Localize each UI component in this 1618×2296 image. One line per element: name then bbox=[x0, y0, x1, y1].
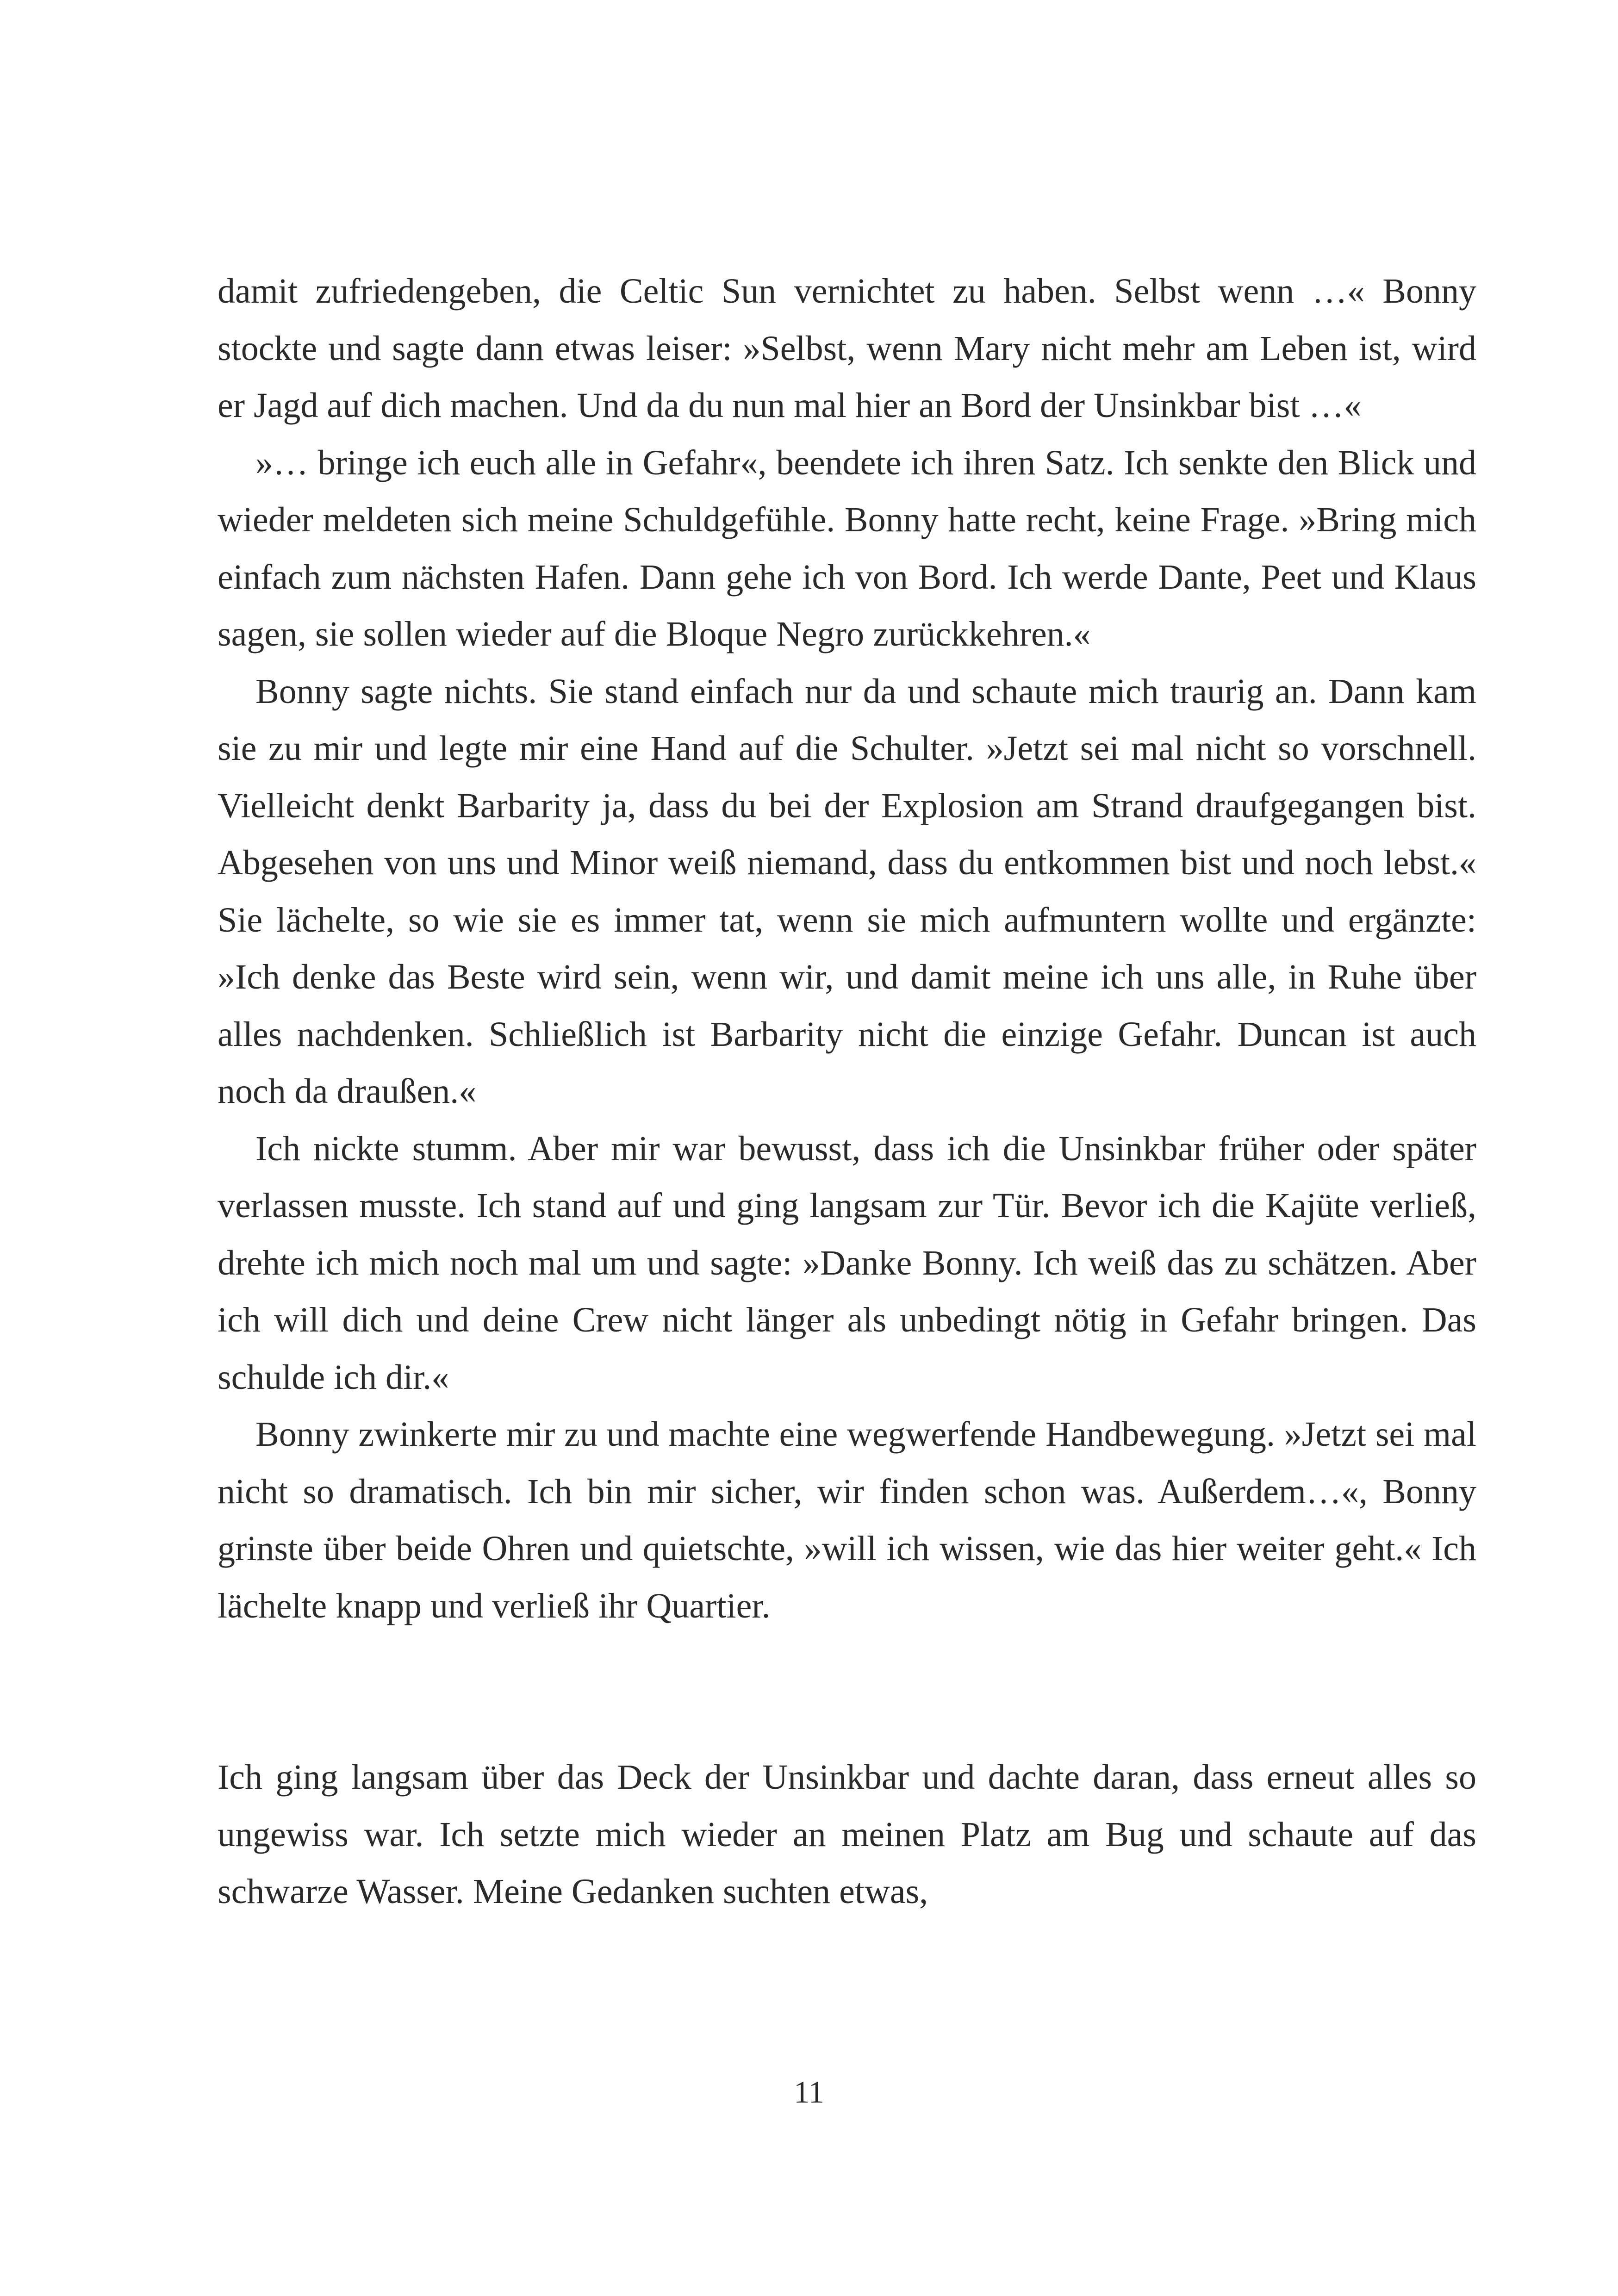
paragraph-section-start: Ich ging langsam über das Deck der Unsinkbar und dachte daran, dass erneut alles so ungewiss war. Ich setzte mich wieder an meinen Platz am Bug und schaute auf das schwarze Wasser. Meine Gedanken suchten etwas, bbox=[218, 1758, 1476, 1911]
paragraph: Bonny sagte nichts. Sie stand einfach nur da und schaute mich traurig an. Dann kam sie zu mir und legte mir eine Hand auf die Schulter. »Jetzt sei mal nicht so vorschnell. Vielleicht denkt Barbarity ja, dass du bei der Explosion am Strand draufgegangen bist. Abgesehen von uns und Minor weiß niemand, dass du entkommen bist und noch lebst.« Sie lächelte, so wie sie es immer tat, wenn sie mich aufmuntern wollte und ergänzte: »Ich denke das Beste wird sein, wenn wir, und damit meine ich uns alle, in Ruhe über alles nachdenken. Schließlich ist Barbarity nicht die einzige Gefahr. Duncan ist auch noch da draußen.« bbox=[218, 672, 1476, 1111]
paragraph: Bonny zwinkerte mir zu und machte eine wegwerfende Handbewegung. »Jetzt sei mal nicht so dramatisch. Ich bin mir sicher, wir finden schon was. Außerdem…«, Bonny grinste über beide Ohren und quietschte, »will ich wissen, wie das hier weiter geht.« Ich lächelte knapp und verließ ihr Quartier. bbox=[218, 1415, 1476, 1625]
paragraph: Ich nickte stumm. Aber mir war bewusst, dass ich die Unsinkbar früher oder später verlassen musste. Ich stand auf und ging langsam zur Tür. Bevor ich die Kajüte verließ, drehte ich mich noch mal um und sagte: »Danke Bonny. Ich weiß das zu schätzen. Aber ich will dich und deine Crew nicht länger als unbedingt nötig in Gefahr bringen. Das schulde ich dir.« bbox=[218, 1129, 1476, 1397]
page-number: 11 bbox=[794, 2074, 824, 2109]
body-text bbox=[218, 263, 1476, 1921]
paragraph-continuation: damit zufriedengeben, die Celtic Sun vernichtet zu haben. Selbst wenn …« Bonny stockte und sagte dann etwas leiser: »Selbst, wenn Mary nicht mehr am Leben ist, wird er Jagd auf dich machen. Und da du nun mal hier an Bord der Unsinkbar bist …« bbox=[218, 272, 1476, 425]
paragraph: »… bringe ich euch alle in Gefahr«, beendete ich ihren Satz. Ich senkte den Blick und wieder meldeten sich meine Schuldgefühle. Bonny hatte recht, keine Frage. »Bring mich einfach zum nächsten Hafen. Dann gehe ich von Bord. Ich werde Dante, Peet und Klaus sagen, sie sollen wieder auf die Bloque Negro zurückkehren.« bbox=[218, 443, 1476, 653]
